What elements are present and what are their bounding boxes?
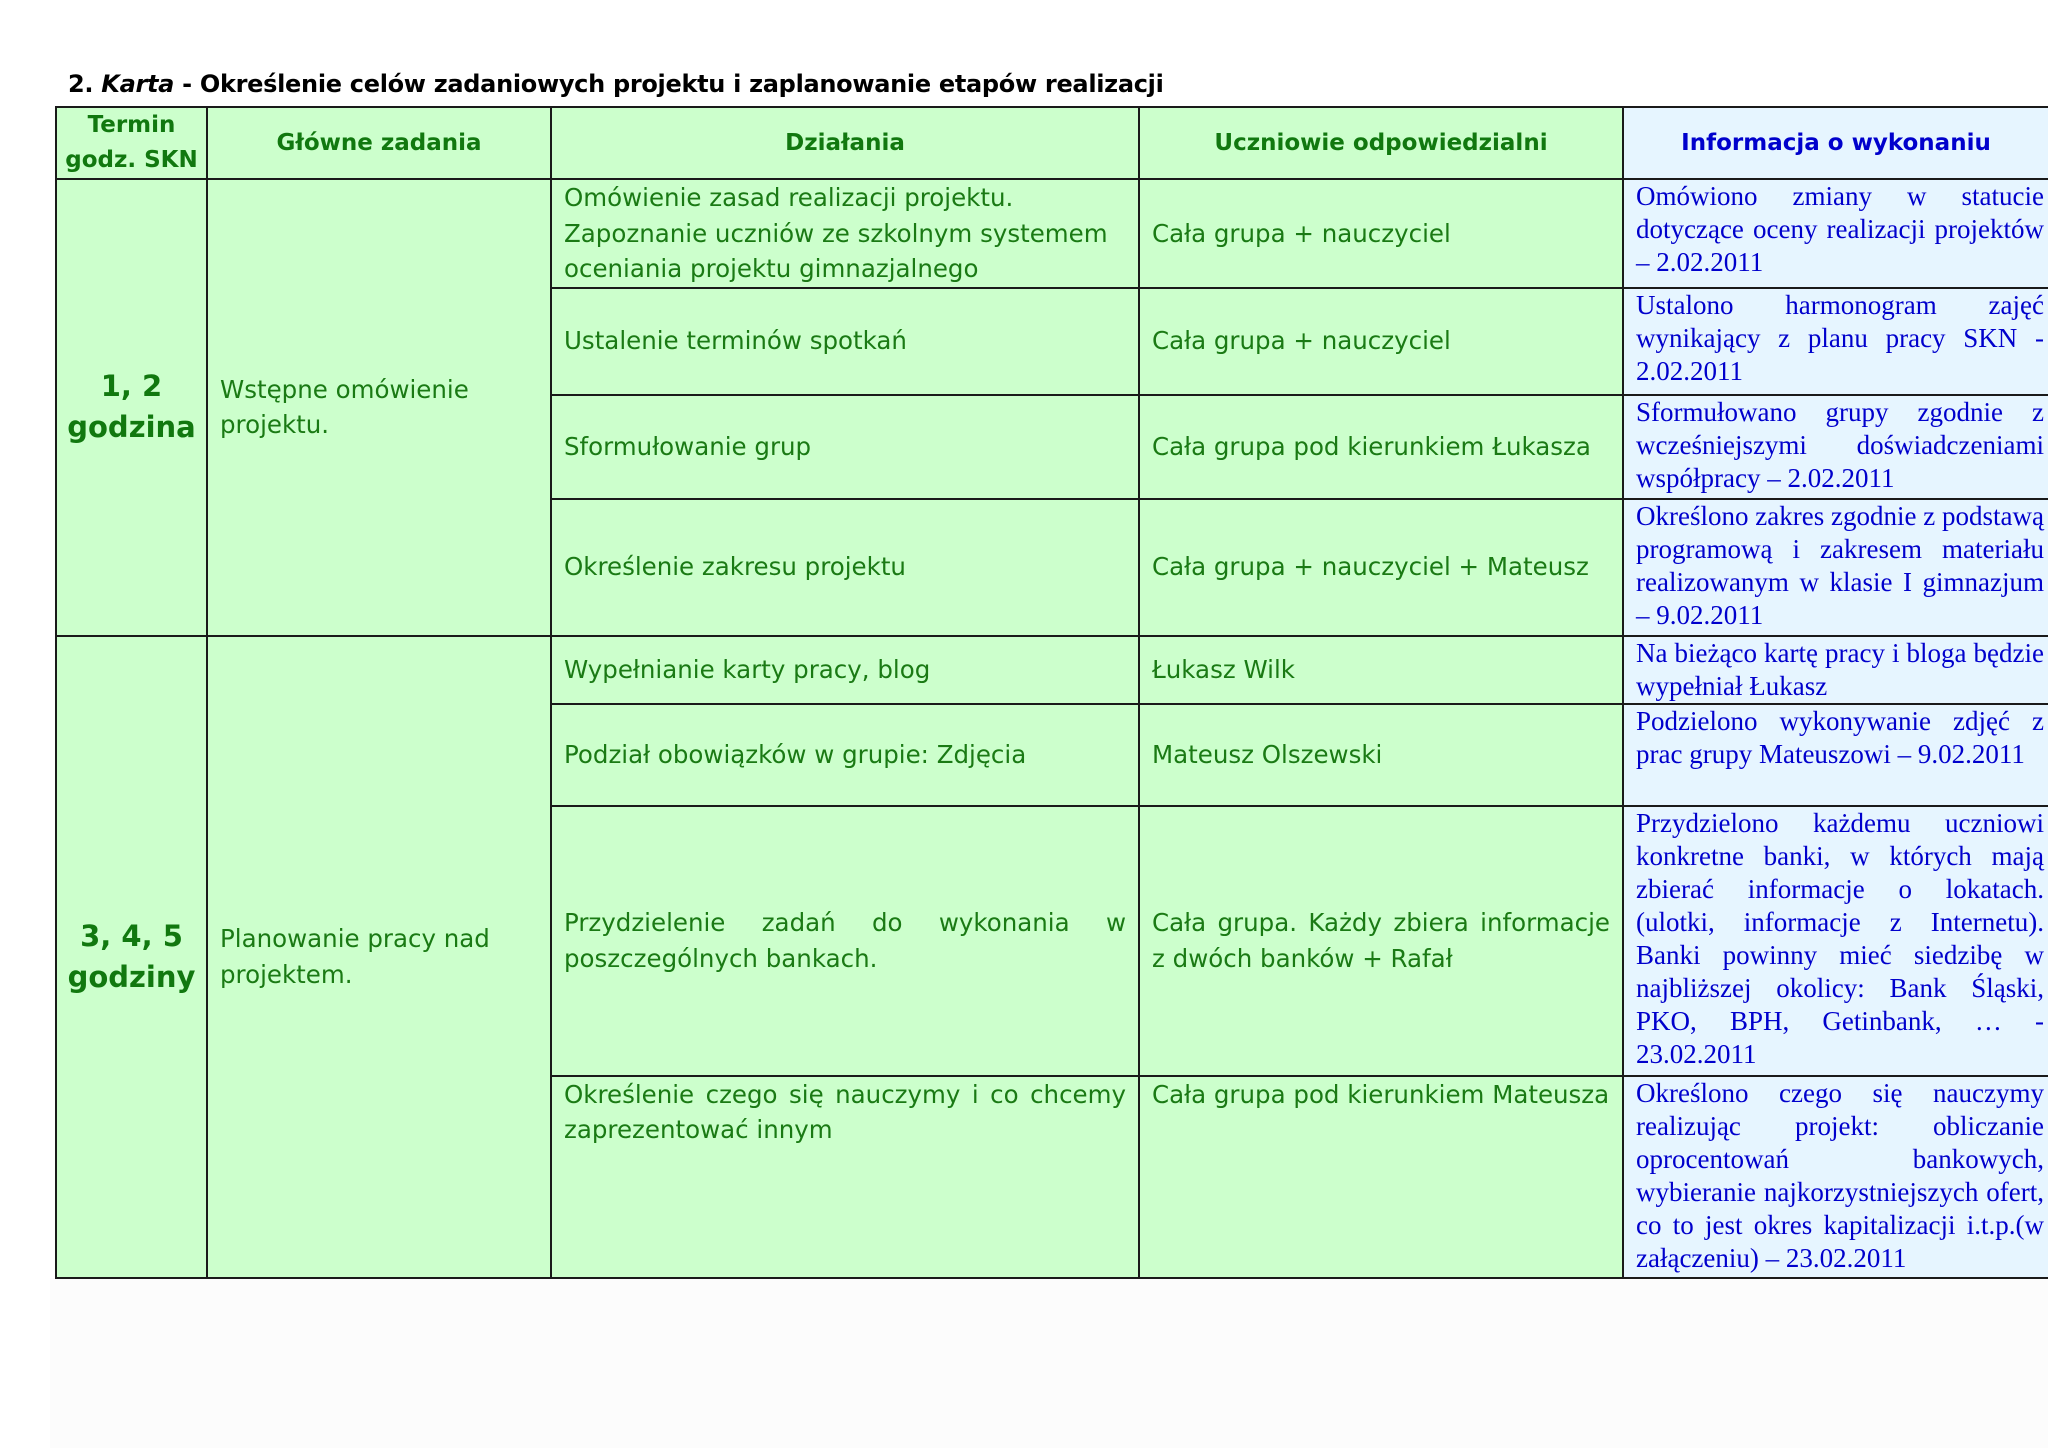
info-cell: Omówiono zmiany w statucie dotyczące oceny realizacji projektów – 2.02.2011: [1623, 179, 2048, 288]
info-cell: Sformułowano grupy zgodnie z wcześniejszymi doświadczeniami współpracy – 2.02.2011: [1623, 395, 2048, 499]
header-execution-info: Informacja o wykonaniu: [1623, 107, 2048, 179]
students-cell: Cała grupa + nauczyciel: [1139, 288, 1623, 395]
header-responsible-students: Uczniowie odpowiedzialni: [1139, 107, 1623, 179]
main-task-cell: Wstępne omówienie projektu.: [207, 179, 551, 636]
info-cell: Określono czego się nauczymy realizując projekt: obliczanie oprocentowań bankowych, wybieranie najkorzystniejszych ofert, co to jest okres kapitalizacji i.t.p.(w załączeniu) – 23.02.2011: [1623, 1076, 2048, 1278]
info-cell: Podzielono wykonywanie zdjęć z prac grupy Mateuszowi – 9.02.2011: [1623, 704, 2048, 806]
main-task-cell: Planowanie pracy nad projektem.: [207, 636, 551, 1278]
students-cell: Cała grupa + nauczyciel: [1139, 179, 1623, 288]
students-cell: Cała grupa pod kierunkiem Mateusza: [1139, 1076, 1623, 1278]
page-bottom-area: [50, 1278, 2048, 1448]
term-cell: 3, 4, 5 godziny: [56, 636, 207, 1278]
action-cell: Ustalenie terminów spotkań: [551, 288, 1139, 395]
info-cell: Na bieżąco kartę pracy i bloga będzie wypełniał Łukasz: [1623, 636, 2048, 704]
document-title: 2. Karta - Określenie celów zadaniowych projektu i zaplanowanie etapów realizacji: [68, 70, 1164, 98]
table-row: [56, 636, 2048, 704]
term-cell: 1, 2 godzina: [56, 179, 207, 636]
header-term: Termin godz. SKN: [56, 107, 207, 179]
table-header-row: [56, 107, 2048, 179]
students-cell: Cała grupa. Każdy zbiera informacje z dwóch banków + Rafał: [1139, 806, 1623, 1076]
action-cell: Sformułowanie grup: [551, 395, 1139, 499]
info-cell: Ustalono harmonogram zajęć wynikający z planu pracy SKN - 2.02.2011: [1623, 288, 2048, 395]
students-cell: Cała grupa pod kierunkiem Łukasza: [1139, 395, 1623, 499]
info-cell: Przydzielono każdemu uczniowi konkretne banki, w których mają zbierać informacje o lokatach. (ulotki, informacje z Internetu). Banki powinny mieć siedzibę w najbliższej okolicy: Bank Śląski, PKO, BPH, Getinbank, … - 23.02.2011: [1623, 806, 2048, 1076]
header-main-tasks: Główne zadania: [207, 107, 551, 179]
action-cell: Wypełnianie karty pracy, blog: [551, 636, 1139, 704]
action-cell: Podział obowiązków w grupie: Zdjęcia: [551, 704, 1139, 806]
action-cell: Omówienie zasad realizacji projektu. Zapoznanie uczniów ze szkolnym systemem oceniania projektu gimnazjalnego: [551, 179, 1139, 288]
students-cell: Łukasz Wilk: [1139, 636, 1623, 704]
students-cell: Mateusz Olszewski: [1139, 704, 1623, 806]
action-cell: Przydzielenie zadań do wykonania w poszczególnych bankach.: [551, 806, 1139, 1076]
action-cell: Określenie zakresu projektu: [551, 499, 1139, 636]
table-row: [56, 179, 2048, 288]
info-cell: Określono zakres zgodnie z podstawą programową i zakresem materiału realizowanym w klasie I gimnazjum – 9.02.2011: [1623, 499, 2048, 636]
students-cell: Cała grupa + nauczyciel + Mateusz: [1139, 499, 1623, 636]
header-actions: Działania: [551, 107, 1139, 179]
project-card-table: [55, 106, 2048, 1279]
action-cell: Określenie czego się nauczymy i co chcemy zaprezentować innym: [551, 1076, 1139, 1278]
